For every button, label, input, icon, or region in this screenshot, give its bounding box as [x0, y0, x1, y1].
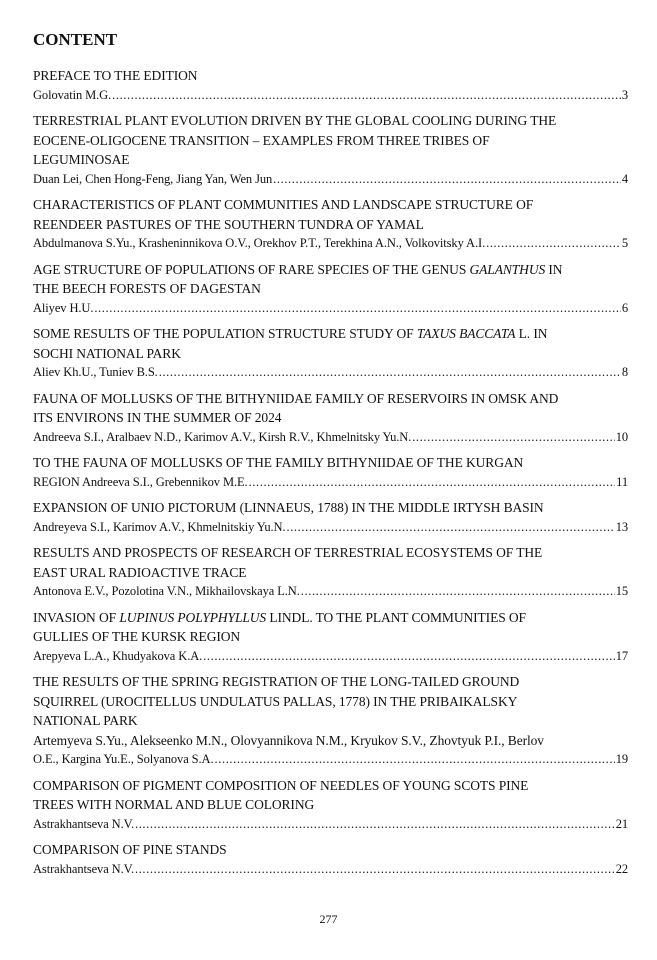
- title-text: L. IN: [515, 326, 548, 341]
- entry-page-number: 17: [615, 648, 628, 663]
- entry-authors-leader-line: [33, 473, 628, 493]
- entry-page-number: 8: [621, 365, 628, 379]
- dot-leader: [249, 473, 616, 493]
- entry-title-line: [33, 776, 628, 796]
- dot-leader: [215, 750, 615, 770]
- entry-page-number: 22: [615, 861, 628, 876]
- entry-title-line: [33, 627, 628, 647]
- entry-authors-leader-line: [33, 234, 628, 254]
- entry-title-line: [33, 324, 628, 344]
- title-text: COMPARISON OF PINE STANDS: [33, 842, 227, 857]
- entry-authors: Aliev Kh.U., Tuniev B.S.: [33, 365, 158, 379]
- toc-entry: [33, 195, 628, 254]
- entry-authors: REGION Andreeva S.I., Grebennikov M.E.: [33, 474, 248, 489]
- toc-entry: [33, 543, 628, 602]
- title-text: ITS ENVIRONS IN THE SUMMER OF 2024: [33, 410, 282, 425]
- title-text: SOCHI NATIONAL PARK: [33, 345, 181, 361]
- italic-taxon: GALANTHUS: [469, 261, 546, 277]
- entry-authors-leader-line: [33, 815, 628, 835]
- entry-authors-leader-line: [33, 86, 628, 106]
- entry-authors-line: Artemyeva S.Yu., Alekseenko M.N., Olovyannikova N.M., Kryukov S.V., Zhovtyuk P.I., Berlov: [33, 732, 544, 748]
- title-text: RESULTS AND PROSPECTS OF RESEARCH OF TERRESTRIAL ECOSYSTEMS OF THE: [33, 545, 543, 560]
- entry-authors: Astrakhantseva N.V.: [33, 816, 134, 831]
- entry-title-line: [33, 279, 628, 299]
- dot-leader: [412, 428, 614, 448]
- entry-authors: Astrakhantseva N.V.: [33, 861, 134, 876]
- title-text: IN: [545, 261, 563, 277]
- title-text: TERRESTRIAL PLANT EVOLUTION DRIVEN BY THE GLOBAL COOLING DURING THE: [33, 113, 557, 128]
- entry-page-number: 13: [615, 519, 628, 534]
- entry-title-line: [33, 131, 628, 151]
- dot-leader: [135, 815, 615, 835]
- title-text: EAST URAL RADIOACTIVE TRACE: [33, 564, 247, 580]
- entry-title-line: [33, 795, 628, 815]
- entry-authors: Antonova E.V., Pozolotina V.N., Mikhailovskaya L.N.: [33, 584, 300, 598]
- entry-authors: Andreeva S.I., Aralbaev N.D., Karimov A.V., Kirsh R.V., Khmelnitsky Yu.N.: [33, 429, 412, 444]
- entry-authors: Duan Lei, Chen Hong-Feng, Jiang Yan, Wen Jun: [33, 171, 273, 186]
- italic-taxon: TAXUS BACCATA: [416, 326, 516, 341]
- dot-leader: [486, 234, 621, 254]
- dot-leader: [286, 518, 614, 538]
- entry-title-line: [33, 389, 628, 409]
- title-text: LINDL. TO THE PLANT COMMUNITIES OF: [266, 609, 526, 625]
- toc-entry: [33, 111, 628, 189]
- entry-title-line: [33, 195, 628, 215]
- toc-entry: [33, 453, 628, 492]
- dot-leader: [273, 170, 621, 190]
- entry-authors-leader-line: [33, 363, 628, 383]
- entry-authors-leader-line: [33, 170, 628, 190]
- title-text: TREES WITH NORMAL AND BLUE COLORING: [33, 797, 315, 812]
- entry-list: [33, 66, 628, 879]
- entry-title-line: [33, 453, 628, 473]
- page-number: 277: [319, 912, 338, 926]
- entry-page-number: 19: [615, 752, 628, 766]
- toc-entry: [33, 608, 628, 667]
- table-of-contents: [33, 30, 628, 885]
- entry-title-line: [33, 344, 628, 364]
- italic-taxon: LUPINUS POLYPHYLLUS: [119, 609, 267, 625]
- toc-entry: [33, 66, 628, 105]
- entry-title-line: [33, 692, 628, 712]
- entry-title-line: [33, 150, 628, 170]
- toc-entry: [33, 498, 628, 537]
- title-text: LEGUMINOSAE: [33, 152, 130, 167]
- title-text: PREFACE TO THE EDITION: [33, 68, 198, 83]
- title-text: COMPARISON OF PIGMENT COMPOSITION OF NEEDLES OF YOUNG SCOTS PINE: [33, 777, 529, 793]
- dot-leader: [135, 860, 615, 880]
- entry-title-line: [33, 711, 628, 731]
- title-text: EOCENE-OLIGOCENE TRANSITION – EXAMPLES FROM THREE TRIBES OF: [33, 132, 490, 148]
- entry-page-number: 10: [615, 429, 628, 444]
- entry-page-number: 4: [621, 171, 628, 186]
- entry-authors: Aliyev H.U.: [33, 300, 94, 315]
- entry-title-line: [33, 66, 628, 86]
- toc-entry: [33, 672, 628, 770]
- toc-entry: [33, 324, 628, 383]
- entry-page-number: 21: [615, 816, 628, 831]
- entry-page-number: 3: [621, 87, 628, 102]
- title-text: FAUNA OF MOLLUSKS OF THE BITHYNIIDAE FAMILY OF RESERVOIRS IN OMSK AND: [33, 390, 559, 406]
- title-text: SQUIRREL (UROCITELLUS UNDULATUS PALLAS, 1778) IN THE PRIBAIKALSKY: [33, 693, 518, 709]
- dot-leader: [203, 647, 615, 667]
- toc-entry: [33, 776, 628, 835]
- entry-title-line: [33, 215, 628, 235]
- title-text: CHARACTERISTICS OF PLANT COMMUNITIES AND LANDSCAPE STRUCTURE OF: [33, 197, 534, 212]
- dot-leader: [94, 299, 620, 319]
- entry-title-line: [33, 260, 628, 280]
- title-text: EXPANSION OF UNIO PICTORUM (LINNAEUS, 1788) IN THE MIDDLE IRTYSH BASIN: [33, 500, 544, 515]
- entry-page-number: 6: [621, 300, 628, 315]
- entry-page-number: 11: [616, 474, 628, 489]
- entry-authors-leader-line: [33, 860, 628, 880]
- entry-title-line: [33, 543, 628, 563]
- dot-leader: [112, 86, 621, 106]
- entry-authors-leader-line: [33, 750, 628, 770]
- dot-leader: [301, 582, 615, 602]
- entry-authors-leader-line: [33, 299, 628, 319]
- entry-title-line: [33, 111, 628, 131]
- entry-title-line: [33, 408, 628, 428]
- title-text: NATIONAL PARK: [33, 713, 138, 728]
- title-text: SOME RESULTS OF THE POPULATION STRUCTURE STUDY OF: [33, 326, 417, 341]
- entry-authors-leader-line: [33, 647, 628, 667]
- toc-entry: [33, 840, 628, 879]
- toc-entry: [33, 260, 628, 319]
- entry-authors: Abdulmanova S.Yu., Krasheninnikova O.V., Orekhov P.T., Terekhina A.N., Volkovitsky A.I.: [33, 236, 486, 250]
- title-text: THE RESULTS OF THE SPRING REGISTRATION OF THE LONG-TAILED GROUND: [33, 674, 520, 689]
- entry-title-line: [33, 608, 628, 628]
- entry-authors: Golovatin M.G.: [33, 87, 112, 102]
- title-text: GULLIES OF THE KURSK REGION: [33, 629, 241, 644]
- title-text: AGE STRUCTURE OF POPULATIONS OF RARE SPECIES OF THE GENUS: [33, 261, 470, 277]
- title-text: TO THE FAUNA OF MOLLUSKS OF THE FAMILY BITHYNIIDAE OF THE KURGAN: [33, 455, 524, 470]
- title-text: THE BEECH FORESTS OF DAGESTAN: [33, 281, 261, 296]
- entry-authors: Arepyeva L.A., Khudyakova K.A.: [33, 648, 203, 663]
- title-text: INVASION OF: [33, 609, 120, 625]
- toc-entry: [33, 389, 628, 448]
- contents-heading: CONTENT: [33, 30, 118, 49]
- entry-title-line: [33, 840, 628, 860]
- entry-title-line: [33, 563, 628, 583]
- entry-authors-leader-line: [33, 428, 628, 448]
- entry-title-line: [33, 498, 628, 518]
- entry-title-line: [33, 672, 628, 692]
- entry-authors-leader-line: [33, 518, 628, 538]
- dot-leader: [159, 363, 621, 383]
- entry-page-number: 15: [615, 584, 628, 598]
- entry-authors: Andreyeva S.I., Karimov A.V., Khmelnitskiy Yu.N.: [33, 519, 286, 534]
- title-text: REENDEER PASTURES OF THE SOUTHERN TUNDRA OF YAMAL: [33, 216, 424, 232]
- entry-authors-leader-line: [33, 582, 628, 602]
- entry-page-number: 5: [621, 236, 628, 250]
- entry-authors: O.E., Kargina Yu.E., Solyanova S.A.: [33, 752, 214, 766]
